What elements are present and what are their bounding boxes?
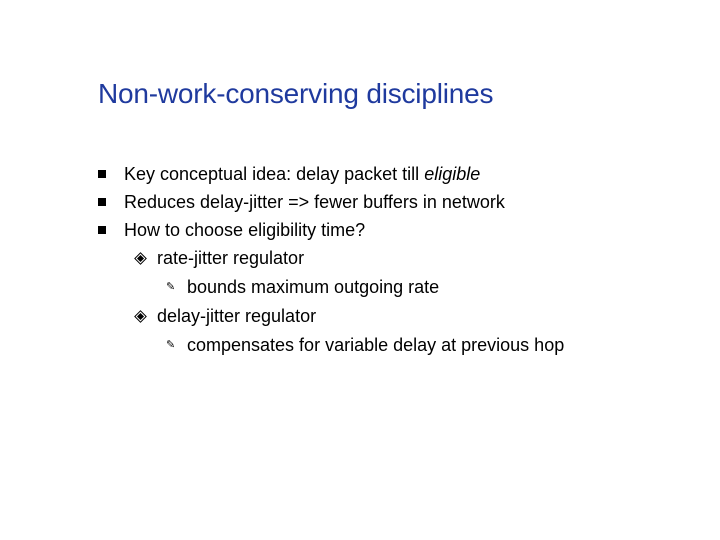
bullet-text bbox=[124, 162, 480, 186]
sub-sub-bullet-text: bounds maximum outgoing rate bbox=[187, 277, 440, 297]
sub-bullet-item bbox=[0, 246, 720, 270]
sub-sub-bullet-item bbox=[0, 333, 720, 357]
sub-bullet-item bbox=[0, 304, 720, 328]
square-bullet-icon bbox=[98, 170, 106, 178]
bullet-text-main: Key conceptual idea: delay packet till bbox=[124, 164, 425, 184]
sub-bullet-text: rate-jitter regulator bbox=[157, 248, 305, 268]
square-bullet-icon bbox=[98, 226, 106, 234]
pen-bullet-icon: ✎ bbox=[166, 339, 176, 351]
diamond-bullet-icon bbox=[134, 310, 147, 323]
bullet-text-emphasis: eligible bbox=[424, 164, 481, 184]
diamond-bullet-icon bbox=[134, 252, 147, 265]
sub-sub-bullet-item bbox=[0, 275, 720, 299]
bullet-item bbox=[0, 190, 720, 214]
bullet-item bbox=[0, 218, 720, 242]
bullet-text: How to choose eligibility time? bbox=[124, 220, 366, 240]
slide-title: Non-work-conserving disciplines bbox=[98, 78, 494, 109]
sub-bullet-text: delay-jitter regulator bbox=[157, 306, 317, 326]
square-bullet-icon bbox=[98, 198, 106, 206]
pen-bullet-icon: ✎ bbox=[166, 281, 176, 293]
bullet-item bbox=[0, 162, 720, 186]
sub-sub-bullet-text: compensates for variable delay at previous hop bbox=[187, 335, 565, 355]
bullet-text: Reduces delay-jitter => fewer buffers in network bbox=[124, 192, 505, 212]
